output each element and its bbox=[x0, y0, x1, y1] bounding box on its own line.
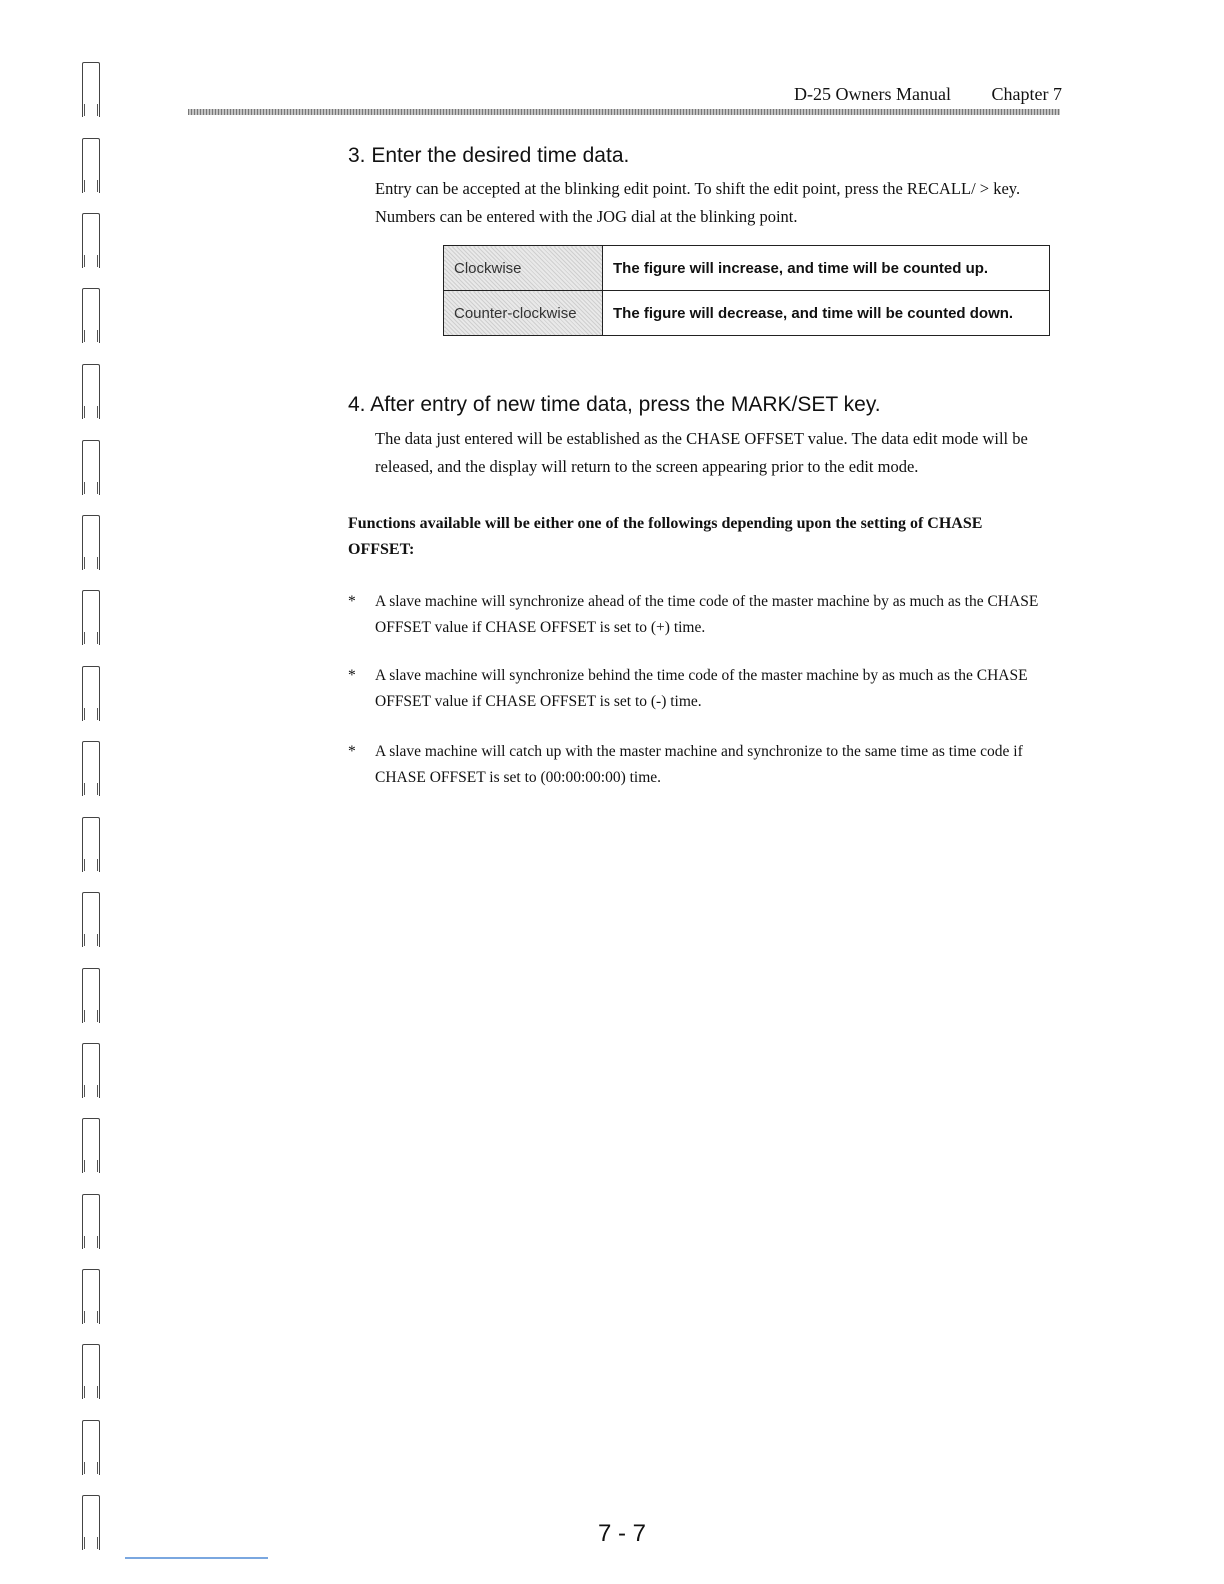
step-4-heading: 4. After entry of new time data, press the MARK/SET key. bbox=[348, 393, 881, 416]
list-item bbox=[348, 589, 1063, 641]
table-row bbox=[444, 246, 1050, 291]
binder-mark bbox=[82, 515, 100, 569]
bullet-marker: * bbox=[348, 593, 356, 610]
result-cell: The figure will decrease, and time will be counted down. bbox=[603, 291, 1050, 336]
result-cell: The figure will increase, and time will be counted up. bbox=[603, 246, 1050, 291]
binder-mark bbox=[82, 1344, 100, 1398]
binder-mark bbox=[82, 288, 100, 342]
binder-mark bbox=[82, 1420, 100, 1474]
binder-mark bbox=[82, 1043, 100, 1097]
chapter-label: Chapter 7 bbox=[991, 84, 1062, 104]
binder-mark bbox=[82, 817, 100, 871]
binder-mark bbox=[82, 1495, 100, 1549]
table-row bbox=[444, 291, 1050, 336]
bullet-text: A slave machine will catch up with the master machine and synchronize to the same time as time code if CHASE OFFSET is set to (00:00:00:00) time. bbox=[375, 743, 1023, 786]
bullet-marker: * bbox=[348, 743, 356, 760]
scan-edge-line bbox=[125, 1557, 268, 1559]
binder-mark bbox=[82, 1118, 100, 1172]
list-item bbox=[348, 663, 1063, 715]
step-3-heading: 3. Enter the desired time data. bbox=[348, 144, 630, 167]
binder-mark bbox=[82, 1269, 100, 1323]
binder-mark bbox=[82, 741, 100, 795]
binder-mark bbox=[82, 590, 100, 644]
jog-direction-table bbox=[443, 245, 1050, 336]
binder-mark bbox=[82, 364, 100, 418]
binder-mark bbox=[82, 62, 100, 116]
binder-mark bbox=[82, 1194, 100, 1248]
step-4-body: The data just entered will be established as the CHASE OFFSET value. The data edit mode will be released, and the display will return to the screen appearing prior to the edit mode. bbox=[375, 429, 1028, 476]
direction-cell: Counter-clockwise bbox=[444, 291, 603, 336]
binder-mark bbox=[82, 666, 100, 720]
list-item bbox=[348, 739, 1063, 791]
functions-note: Functions available will be either one of the followings depending upon the setting of CHASE OFFSET: bbox=[348, 515, 983, 558]
header-rule bbox=[188, 109, 1060, 115]
binder-mark bbox=[82, 138, 100, 192]
binder-mark bbox=[82, 213, 100, 267]
binder-mark bbox=[82, 440, 100, 494]
bullet-marker: * bbox=[348, 667, 356, 684]
bullet-text: A slave machine will synchronize behind the time code of the master machine by as much as the CHASE OFFSET value if CHASE OFFSET is set to (-) time. bbox=[375, 667, 1028, 710]
manual-title: D-25 Owners Manual bbox=[794, 84, 952, 104]
binder-mark bbox=[82, 892, 100, 946]
binder-mark bbox=[82, 968, 100, 1022]
page-number: 7 - 7 bbox=[598, 1520, 647, 1547]
page-header bbox=[794, 84, 1062, 105]
bullet-text: A slave machine will synchronize ahead of the time code of the master machine by as much as the CHASE OFFSET value if CHASE OFFSET is set to (+) time. bbox=[375, 593, 1039, 636]
direction-cell: Clockwise bbox=[444, 246, 603, 291]
step-3-body: Entry can be accepted at the blinking edit point. To shift the edit point, press the RECALL/ > key. Numbers can be entered with the JOG dial at the blinking point. bbox=[375, 179, 1021, 226]
